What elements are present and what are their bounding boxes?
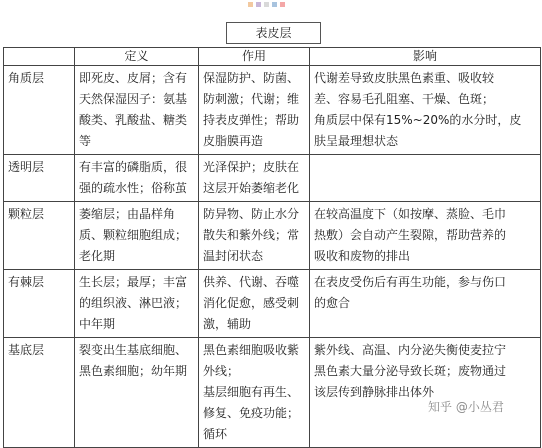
layer-name: 有棘层 bbox=[8, 275, 45, 289]
layer-name: 透明层 bbox=[8, 160, 45, 174]
function-cell bbox=[199, 66, 310, 155]
impact-text: 在较高温度下（如按摩、蒸脸、毛巾 热敷）会自动产生裂隙，帮助营养的 吸收和废物的排出 bbox=[314, 207, 507, 263]
color-swatch bbox=[264, 2, 269, 7]
function-cell bbox=[199, 155, 310, 202]
definition-cell bbox=[75, 270, 199, 338]
definition-cell bbox=[75, 155, 199, 202]
definition-text: 裂变出生基底细胞、 黑色素细胞；幼年期 bbox=[79, 343, 188, 378]
table-title: 表皮层 bbox=[226, 22, 321, 44]
definition-text: 生长层；最厚；丰富 的组织液、淋巴液； 中年期 bbox=[79, 275, 188, 331]
layer-name-cell bbox=[4, 155, 75, 202]
function-text: 防异物、防止水分 散失和紫外线；常 温封闭状态 bbox=[203, 207, 300, 263]
layer-name: 颗粒层 bbox=[8, 207, 45, 221]
impact-cell bbox=[310, 66, 541, 155]
impact-cell bbox=[310, 202, 541, 270]
function-text: 保湿防护、防菌、 防刺激；代谢；维 持表皮弹性；帮助 皮脂膜再造 bbox=[203, 71, 300, 148]
color-swatch bbox=[272, 2, 277, 7]
header-cell-function: 作用 bbox=[199, 48, 310, 66]
table-row bbox=[4, 155, 541, 202]
color-swatch bbox=[280, 2, 285, 7]
impact-cell bbox=[310, 270, 541, 338]
function-cell bbox=[199, 202, 310, 270]
definition-text: 有丰富的磷脂质，很 强的疏水性；俗称茧 bbox=[79, 160, 188, 195]
watermark bbox=[428, 398, 504, 415]
definition-cell bbox=[75, 338, 199, 448]
color-swatch-strip bbox=[248, 2, 285, 7]
color-swatch bbox=[256, 2, 261, 7]
header-row bbox=[4, 48, 541, 66]
function-text: 黑色素细胞吸收紫 外线； 基层细胞有再生、 修复、免疫功能； 循环 bbox=[203, 343, 300, 441]
header-cell-definition: 定义 bbox=[75, 48, 199, 66]
layer-name: 角质层 bbox=[8, 71, 45, 85]
header-cell-impact: 影响 bbox=[310, 48, 541, 66]
function-cell bbox=[199, 338, 310, 448]
color-swatch bbox=[248, 2, 253, 7]
definition-cell bbox=[75, 202, 199, 270]
function-text: 供养、代谢、吞噬 消化促愈，感受刺 激，辅助 bbox=[203, 275, 300, 331]
header-cell-layer bbox=[4, 48, 75, 66]
layer-name-cell bbox=[4, 270, 75, 338]
impact-text: 紫外线、高温、内分泌失衡使麦拉宁 黑色素大量分泌导致长斑；废物通过 该层传到静脉排出体外 bbox=[314, 343, 507, 399]
layer-name: 基底层 bbox=[8, 343, 45, 357]
table-row bbox=[4, 270, 541, 338]
impact-text: 在表皮受伤后有再生功能，参与伤口 的愈合 bbox=[314, 275, 507, 310]
definition-text: 萎缩层；由晶样角 质、颗粒细胞组成； 老化期 bbox=[79, 207, 188, 263]
table-row bbox=[4, 338, 541, 448]
layer-name-cell bbox=[4, 338, 75, 448]
function-text: 光泽保护；皮肤在 这层开始萎缩老化 bbox=[203, 160, 300, 195]
impact-cell bbox=[310, 338, 541, 448]
impact-cell bbox=[310, 155, 541, 202]
table-row bbox=[4, 66, 541, 155]
epidermis-table bbox=[3, 47, 541, 448]
watermark-text: 知乎 @小丛君 bbox=[428, 400, 504, 414]
definition-text: 即死皮、皮屑；含有 天然保湿因子：氨基 酸类、乳酸盐、糖类 等 bbox=[79, 71, 188, 148]
impact-text: 代谢差导致皮肤黑色素重、吸收较 差、容易毛孔阻塞、干燥、色斑； 角质层中保有15%~20%的水分时，皮 肤呈最理想状态 bbox=[314, 71, 522, 148]
layer-name-cell bbox=[4, 202, 75, 270]
layer-name-cell bbox=[4, 66, 75, 155]
function-cell bbox=[199, 270, 310, 338]
table-row bbox=[4, 202, 541, 270]
definition-cell bbox=[75, 66, 199, 155]
